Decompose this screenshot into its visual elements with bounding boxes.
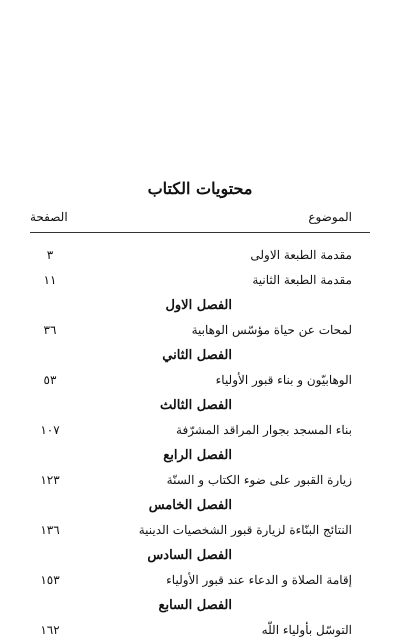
toc-entry (30, 418, 370, 443)
chapter-heading (30, 393, 370, 418)
toc-entry (30, 318, 370, 343)
toc-entry-page: ١٠٧ (40, 423, 60, 437)
chapter-heading (30, 343, 370, 368)
toc-entry (30, 568, 370, 593)
toc-entry-title: لمحات عن حياة مؤسّس الوهابية (191, 323, 352, 337)
chapter-heading (30, 593, 370, 618)
toc-entry-title: إقامة الصلاة و الدعاء عند قبور الأولياء (166, 573, 352, 587)
table-of-contents (30, 243, 370, 643)
toc-entry-title: الوهابيّون و بناء قبور الأولياء (215, 373, 352, 387)
toc-entry-title: التوسّل بأولياء اللّه (261, 623, 352, 637)
toc-entry-title: بناء المسجد بجوار المراقد المشرّفة (176, 423, 352, 437)
toc-entry-title: مقدمة الطبعة الاولى (250, 248, 352, 262)
topic-column-header: الموضوع (308, 210, 352, 224)
header-divider (30, 232, 370, 233)
toc-entry-page: ٥٣ (43, 373, 57, 387)
chapter-heading (30, 443, 370, 468)
page-title: محتويات الكتاب (147, 179, 253, 198)
toc-entry (30, 268, 370, 293)
toc-entry-title: زيارة القبور على ضوء الكتاب و السنّة (166, 473, 352, 487)
chapter-title: الفصل الخامس (148, 498, 232, 513)
toc-entry-page: ١١ (43, 273, 57, 287)
toc-entry-page: ١٣٦ (40, 523, 60, 537)
toc-entry-page: ١٢٣ (40, 473, 60, 487)
chapter-title: الفصل السادس (147, 548, 232, 563)
toc-entry (30, 368, 370, 393)
page-column-header: الصفحة (30, 210, 68, 224)
toc-entry-page: ٣٦ (43, 323, 57, 337)
toc-entry-page: ٣ (46, 248, 54, 262)
toc-entry-title: مقدمة الطبعة الثانية (252, 273, 352, 287)
toc-entry (30, 243, 370, 268)
toc-entry-page: ١٥٣ (40, 573, 60, 587)
chapter-heading (30, 293, 370, 318)
chapter-title: الفصل الثاني (162, 348, 232, 363)
chapter-heading (30, 543, 370, 568)
toc-entry (30, 618, 370, 643)
chapter-heading (30, 493, 370, 518)
toc-entry-page: ١٦٢ (40, 623, 60, 637)
chapter-title: الفصل الثالث (160, 398, 232, 413)
chapter-title: الفصل الرابع (163, 448, 232, 463)
toc-entry (30, 468, 370, 493)
toc-entry-title: النتائج البنّاءة لزيارة قبور الشخصيات الدينية (138, 523, 352, 537)
chapter-title: الفصل السابع (158, 598, 232, 613)
chapter-title: الفصل الاول (165, 298, 232, 313)
toc-entry (30, 518, 370, 543)
